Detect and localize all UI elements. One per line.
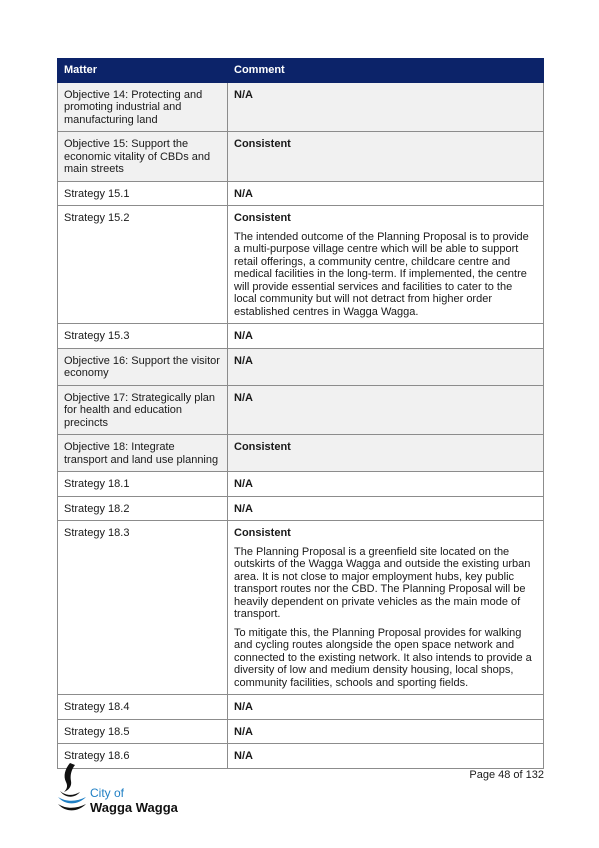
status-text: Consistent <box>234 138 291 150</box>
comment-cell <box>228 324 544 349</box>
comment-cell <box>228 521 544 695</box>
comment-cell <box>228 435 544 472</box>
comment-cell <box>228 181 544 206</box>
status-text: N/A <box>234 354 253 367</box>
matter-cell: Strategy 18.1 <box>58 472 228 497</box>
comment-cell <box>228 695 544 720</box>
status-text: Consistent <box>234 527 291 539</box>
matter-cell: Strategy 15.1 <box>58 181 228 206</box>
comment-cell <box>228 496 544 521</box>
status-text: N/A <box>234 88 253 101</box>
status-text: Consistent <box>234 441 291 453</box>
header-comment: Comment <box>228 59 544 83</box>
table-row <box>58 348 544 385</box>
matter-cell: Strategy 18.5 <box>58 719 228 744</box>
comment-cell <box>228 744 544 769</box>
matter-cell: Objective 18: Integrate transport and land use planning <box>58 435 228 472</box>
comment-cell <box>228 82 544 132</box>
city-logo <box>56 761 186 817</box>
matter-cell: Objective 14: Protecting and promoting industrial and manufacturing land <box>58 82 228 132</box>
table-row <box>58 521 544 695</box>
status-text: N/A <box>234 750 253 762</box>
table-row <box>58 385 544 435</box>
table-row <box>58 206 544 324</box>
status-text: N/A <box>234 701 253 713</box>
matter-cell: Objective 17: Strategically plan for health and education precincts <box>58 385 228 435</box>
matter-cell: Strategy 18.4 <box>58 695 228 720</box>
status-text: N/A <box>234 502 253 515</box>
comment-paragraph: To mitigate this, the Planning Proposal provides for walking and cycling routes alongside the open space network and connected to the existing network. It also intends to provide a diversity of low and medium density housing, local shops, community facilities, schools and sporting fields. <box>234 626 532 689</box>
table-row <box>58 324 544 349</box>
matter-cell: Objective 15: Support the economic vitality of CBDs and main streets <box>58 132 228 182</box>
table-row <box>58 132 544 182</box>
status-text: N/A <box>234 330 253 342</box>
consistency-table <box>57 58 544 769</box>
page-number: Page 48 of 132 <box>469 769 544 781</box>
comment-cell <box>228 132 544 182</box>
comment-cell <box>228 719 544 744</box>
status-text: N/A <box>234 391 253 404</box>
table-row <box>58 472 544 497</box>
status-text: N/A <box>234 187 253 200</box>
matter-cell: Strategy 15.2 <box>58 206 228 324</box>
header-matter: Matter <box>58 59 228 83</box>
table-row <box>58 435 544 472</box>
comment-cell <box>228 348 544 385</box>
table-row <box>58 181 544 206</box>
table-row <box>58 496 544 521</box>
table-header-row <box>58 59 544 83</box>
table-row <box>58 719 544 744</box>
comment-paragraph: The Planning Proposal is a greenfield site located on the outskirts of the Wagga Wagga and outside the existing urban area. It is not close to major employment hubs, key public transport routes nor the CBD. The Planning Proposal will be heavily dependent on private vehicles as the main mode of transport. <box>234 545 531 620</box>
table-row <box>58 82 544 132</box>
status-text: N/A <box>234 725 253 738</box>
matter-cell: Objective 16: Support the visitor economy <box>58 348 228 385</box>
status-text: N/A <box>234 478 253 490</box>
comment-cell <box>228 206 544 324</box>
comment-paragraph: The intended outcome of the Planning Proposal is to provide a multi-purpose village centre which will be able to support retail offerings, a community centre, childcare centre and medical facilities in the long-term. If implemented, the centre will provide essential services and facilities to cater to the local community but will not detract from higher order established centres in Wagga Wagga. <box>234 230 529 318</box>
matter-cell: Strategy 18.3 <box>58 521 228 695</box>
table-row <box>58 695 544 720</box>
matter-cell: Strategy 18.6 <box>58 744 228 769</box>
matter-cell: Strategy 18.2 <box>58 496 228 521</box>
wagga-crest-icon <box>56 761 90 815</box>
logo-name-text: Wagga Wagga <box>90 800 178 815</box>
comment-cell <box>228 385 544 435</box>
matter-cell: Strategy 15.3 <box>58 324 228 349</box>
comment-cell <box>228 472 544 497</box>
status-text: Consistent <box>234 212 291 224</box>
logo-city-text: City of <box>90 786 125 800</box>
